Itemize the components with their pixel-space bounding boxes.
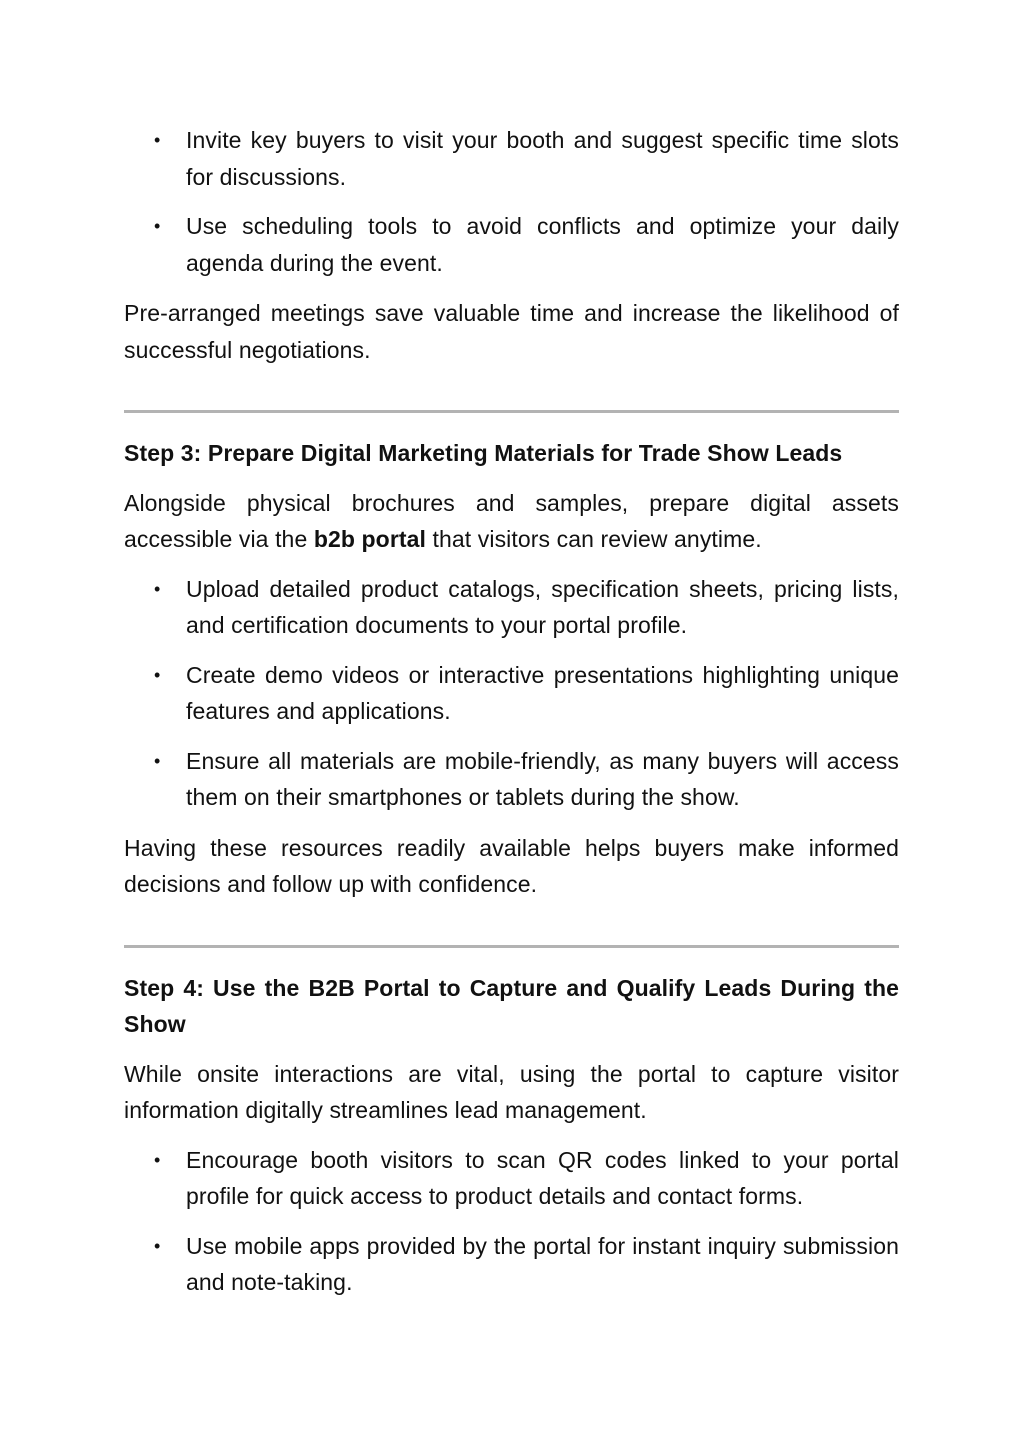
step3-closing-paragraph: Having these resources readily available helps buyers make informed decisions and follow up with confidence. bbox=[124, 834, 899, 897]
list-item bbox=[124, 208, 899, 281]
section-divider bbox=[124, 410, 899, 413]
bullet-icon: • bbox=[154, 664, 161, 685]
list-item bbox=[124, 571, 899, 644]
step3-intro-bold-term: b2b portal bbox=[313, 526, 427, 552]
list-item-text: Ensure all materials are mobile-friendly, as many buyers will access them on their smartphones or tablets during the show. bbox=[186, 747, 899, 810]
list-item bbox=[124, 743, 899, 816]
step3-intro-paragraph bbox=[124, 485, 899, 558]
section-divider bbox=[124, 945, 899, 948]
step3-intro-text-start: Alongside physical brochures and samples, prepare digital assets accessible via the bbox=[124, 489, 899, 552]
step4-bullet-list bbox=[124, 1142, 899, 1301]
intro-bullet-list bbox=[124, 122, 899, 281]
bullet-icon: • bbox=[154, 130, 161, 150]
bullet-icon: • bbox=[154, 1149, 161, 1170]
bullet-icon: • bbox=[154, 578, 161, 599]
list-item-text: Invite key buyers to visit your booth and suggest specific time slots for discussions. bbox=[186, 127, 899, 190]
step4-heading: Step 4: Use the B2B Portal to Capture and Qualify Leads During the Show bbox=[124, 974, 899, 1037]
bullet-icon: • bbox=[154, 216, 161, 236]
list-item-text: Encourage booth visitors to scan QR codes linked to your portal profile for quick access to product details and contact forms. bbox=[186, 1146, 899, 1209]
list-item-text: Create demo videos or interactive presentations highlighting unique features and applications. bbox=[186, 661, 899, 724]
step3-bullet-list bbox=[124, 571, 899, 816]
list-item bbox=[124, 1142, 899, 1215]
list-item-text: Use mobile apps provided by the portal for instant inquiry submission and note-taking. bbox=[186, 1232, 899, 1295]
step3-intro-text-end: that visitors can review anytime. bbox=[426, 526, 762, 552]
bullet-icon: • bbox=[154, 1235, 161, 1256]
document-content bbox=[124, 122, 899, 1315]
list-item bbox=[124, 122, 899, 195]
step3-heading: Step 3: Prepare Digital Marketing Materials for Trade Show Leads bbox=[124, 440, 843, 466]
intro-closing-paragraph: Pre-arranged meetings save valuable time and increase the likelihood of successful negotiations. bbox=[124, 300, 899, 363]
list-item bbox=[124, 657, 899, 730]
list-item-text: Upload detailed product catalogs, specification sheets, pricing lists, and certification documents to your portal profile. bbox=[186, 575, 899, 638]
list-item-text: Use scheduling tools to avoid conflicts and optimize your daily agenda during the event. bbox=[186, 213, 899, 276]
step4-intro-paragraph: While onsite interactions are vital, using the portal to capture visitor information digitally streamlines lead management. bbox=[124, 1060, 899, 1123]
bullet-icon: • bbox=[154, 750, 161, 771]
list-item bbox=[124, 1228, 899, 1301]
